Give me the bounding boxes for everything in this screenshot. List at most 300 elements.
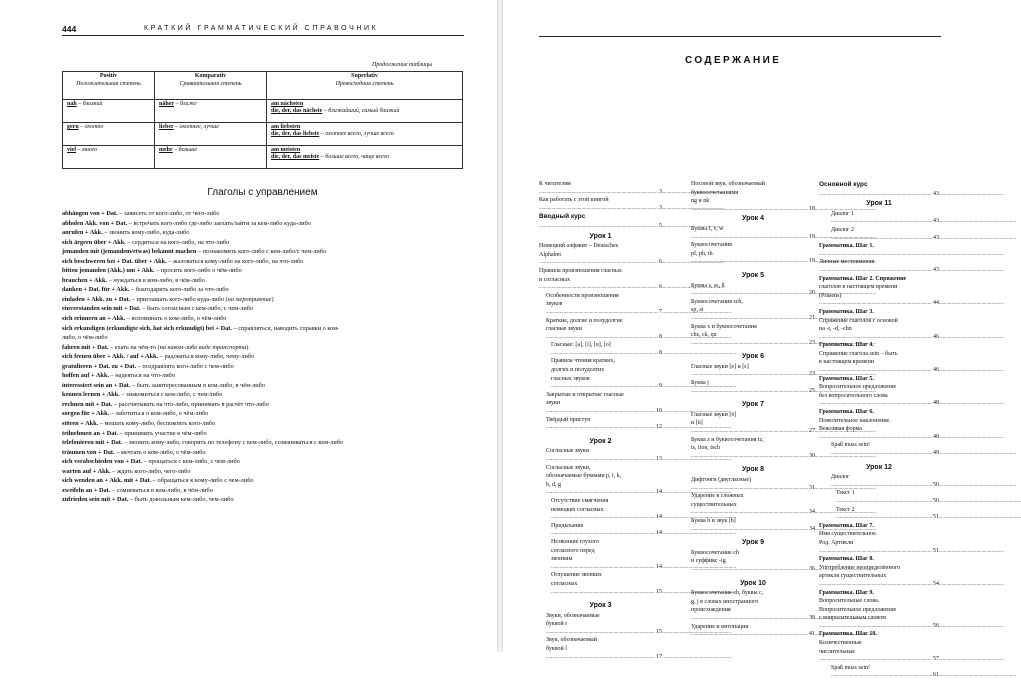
komparativ-cell: näher – ближе: [155, 100, 267, 123]
toc-page-number: 30: [809, 452, 815, 459]
toc-entry-text: долгих и полудолгих: [551, 367, 605, 374]
toc-page-number: 48: [933, 400, 939, 407]
toc-page-number: 43: [933, 218, 939, 225]
verb-entry: anrufen + Akk. – звонить кому-либо, куда-либо: [62, 229, 190, 237]
toc-lesson-heading: Урок 9: [742, 539, 764, 547]
toc-page-number: 15: [656, 588, 662, 595]
toc-entry: [819, 259, 939, 274]
toc-entry-text: Грамматика. Шаг 8.: [819, 556, 874, 563]
toc-page-number: 9: [659, 383, 662, 390]
verb-entry: warten auf + Akk. – ждать кого-либо, чего-либо: [62, 467, 191, 475]
toc-entry-text: буквосочетаниями: [691, 189, 739, 196]
toc-entry-text: Как работать с этой книгой .....: [539, 197, 724, 211]
verb-entry: träumen von + Dat. – мечтать о ком-либо, о чём-либо: [62, 448, 206, 456]
toc-entry: [819, 565, 939, 573]
toc-entry-text: Текст 1 .....: [836, 490, 1021, 504]
toc-entry: [819, 359, 939, 374]
toc-page-number: 43: [933, 190, 939, 197]
toc-page-number: 3: [659, 204, 662, 211]
toc-entry: [691, 558, 815, 573]
toc-page-number: 6: [659, 284, 662, 291]
toc-entry: [819, 540, 939, 555]
page-number: 444: [62, 24, 77, 34]
toc-entry-text: Гласные звуки [ö]: [691, 411, 737, 418]
toc-entry-text: Согласные звуки,: [546, 464, 591, 471]
running-title: КРАТКИЙ ГРАММАТИЧЕСКИЙ СПРАВОЧНИК: [144, 25, 379, 32]
toc-page-number: 51: [933, 514, 939, 521]
toc-entry-text: Буквосочетания: [691, 242, 732, 249]
toc-entry-text: существительных .....: [691, 502, 876, 516]
toc-entry: [691, 550, 815, 558]
toc-entry-text: буквой r .....: [546, 621, 731, 635]
verb-entry: либо, о чём-либо: [62, 334, 108, 342]
toc-entry-text: звонким .....: [551, 556, 736, 570]
toc-page-number: 14: [656, 489, 662, 496]
toc-entry: [691, 380, 815, 395]
toc-entry: [691, 299, 815, 307]
toc-entry-text: немецких согласных .....: [551, 507, 736, 521]
toc-entry: [819, 426, 939, 441]
toc-entry: [539, 548, 662, 556]
toc-entry: [819, 631, 939, 639]
toc-page-number: 19: [809, 233, 815, 240]
toc-entry: [539, 277, 662, 292]
toc-page-number: 43: [933, 266, 939, 273]
verb-entry: sich wenden an + Akk. mit + Dat. – обращаться к кому-либо с чем-либо: [62, 477, 254, 485]
toc-entry: [819, 615, 939, 630]
toc-entry-text: обозначаемые буквами p, t, k,: [546, 473, 622, 480]
toc-entry: [539, 539, 662, 547]
toc-entry-text: Отсутствие смягчения: [551, 497, 609, 504]
toc-entry: [539, 621, 662, 636]
verb-entry: teilnehmen an + Dat. – принимать участие в чём-либо: [62, 429, 207, 437]
toc-entry-text: Буква z и буквосочетания tz,: [691, 436, 764, 443]
toc-entry-text: Личные местоимения .....: [819, 259, 1004, 273]
verb-entry: abhängen von + Dat. – зависеть от кого-либо, от чего-либо: [62, 210, 220, 217]
toc-entry: [691, 242, 815, 250]
verb-entry: bitten jemanden (Akk.) um + Akk. – просить кого-либо о чём-либо: [62, 267, 242, 275]
toc-lesson-heading: Урок 11: [866, 200, 892, 208]
table-continuation-note: Продолжение таблицы: [372, 62, 433, 68]
toc-entry: [539, 318, 662, 326]
toc-entry: [539, 613, 662, 621]
toc-entry-text: Spaß muss sein! .....: [831, 442, 1016, 456]
toc-entry-text: Буквы f, v, w .....: [691, 226, 876, 240]
toc-entry: [691, 590, 815, 598]
toc-entry: [539, 448, 662, 463]
komparativ-cell: lieber – охотнее, лучше: [155, 123, 267, 146]
toc-entry: [819, 384, 939, 392]
toc-page-number: 34: [809, 509, 815, 516]
toc-entry: [691, 283, 815, 298]
toc-entry: [819, 409, 939, 417]
toc-entry-text: Грамматика. Шаг 4.: [819, 342, 874, 349]
toc-lesson-heading: Урок 1: [589, 232, 612, 240]
toc-entry: [539, 581, 662, 596]
toc-entry-text: Alphabet .....: [539, 252, 724, 266]
toc-entry: [819, 507, 939, 522]
verb-entry: hoffen auf + Akk. – надеяться на что-либо: [62, 372, 175, 380]
toc-lesson-heading: Урок 2: [589, 437, 612, 445]
toc-entry-text: Немецкий алфавит – Deutsches: [539, 243, 619, 250]
toc-entry: [539, 417, 662, 432]
verb-entry: brauchen + Akk. – нуждаться в ком-либо, в чём-либо: [62, 276, 205, 284]
toc-entry: [691, 599, 815, 607]
toc-entry-text: Spaß muss sein! .....: [831, 665, 1016, 679]
positiv-cell: nah – близкий: [63, 100, 155, 123]
toc-lesson-heading: Урок 4: [742, 215, 764, 223]
toc-entry-text: Правила произношения гласных: [539, 267, 622, 274]
toc-entry: [819, 393, 939, 408]
toc-entry: [691, 607, 815, 622]
verb-entry: jemanden mit (jemandem/etwas) bekannt machen – познакомить кого-либо с кем-либо/с чем-либо: [62, 248, 327, 256]
toc-entry-text: Буквосочетание ch: [691, 549, 739, 556]
toc-entry-text: Буквосочетания sch,: [691, 298, 743, 305]
toc-entry-text: (Präsens) .....: [819, 293, 1004, 307]
toc-entry-text: без вопросительного слова .....: [819, 393, 1004, 407]
toc-page-number: 41: [809, 631, 815, 638]
toc-section-entry: [819, 181, 939, 198]
verb-entry: sich ärgern über + Akk. – сердиться на кого-либо, на что-либо: [62, 238, 230, 246]
verb-entry: einverstanden sein mit + Dat. – быть согласным с кем-либо, с чем-либо: [62, 305, 254, 313]
toc-entry: [539, 243, 662, 251]
toc-entry: [819, 418, 939, 426]
toc-entry-text: Диалог 2 .....: [831, 227, 1016, 241]
toc-entry: [819, 342, 939, 350]
toc-page-number: 23: [809, 371, 815, 378]
toc-entry: [819, 474, 939, 489]
toc-entry: [691, 324, 815, 332]
toc-entry: [819, 607, 939, 615]
toc-page-number: 14: [656, 530, 662, 537]
toc-entry: [539, 197, 662, 212]
toc-entry-text: chs, ck, qu .....: [691, 332, 876, 346]
toc-entry-text: Повелительное наклонение.: [819, 417, 891, 424]
toc-entry-text: Согласные звуки .....: [546, 448, 731, 462]
toc-entry: [819, 376, 939, 384]
header-komparativ: Komparativ Сравнительная степень: [155, 72, 267, 100]
toc-entry-text: Диалог .....: [831, 474, 1016, 488]
verb-entry: sich verabschieden von + Dat. – прощаться с кем-либо, с чем-либо: [62, 458, 240, 466]
toc-page-number: 46: [933, 367, 939, 374]
toc-entry-text: согласных .....: [551, 581, 736, 595]
toc-entry: [539, 572, 662, 580]
toc-entry-text: Вопросительное предложение: [819, 384, 897, 391]
toc-entry-text: Носовой звук, обозначаемый: [691, 181, 766, 187]
toc-lesson-heading: Урок 3: [589, 602, 612, 610]
toc-page-number: 43: [933, 234, 939, 241]
verb-entry: stören + Akk. – мешать кому-либо, беспокоить кого-либо: [62, 420, 216, 428]
verb-entry: gratulieren + Dat. zu + Dat. – поздравлять кого-либо с чем-либо: [62, 362, 234, 370]
toc-entry-text: Дифтонги (двугласные) .....: [691, 477, 876, 491]
toc-entry-text: Незвонкие глухого: [551, 538, 599, 545]
toc-entry-text: глаголов в настоящем времени: [819, 284, 898, 291]
toc-entry-text: Гласные: [a], [i], [u], [o] .....: [551, 342, 736, 356]
toc-entry-text: Ударение в сложных: [691, 493, 744, 500]
verb-entry: telefonieren mit + Dat. – звонить кому-либо, говорить по телефону с кем-либо, созваниваться с кем-либо: [62, 439, 344, 447]
toc-entry-text: согласного перед: [551, 547, 595, 554]
toc-entry: [819, 649, 939, 664]
toc-entry-text: Имя существительное.: [819, 531, 878, 538]
toc-entry-text: гласных звуков .....: [551, 376, 736, 390]
toc-page-number: 12: [656, 424, 662, 431]
toc-entry-text: Текст 2 .....: [836, 507, 1021, 521]
toc-entry-text: Грамматика. Шаг 10.: [819, 631, 877, 638]
toc-entry-text: Грамматика. Шаг 5.: [819, 375, 874, 382]
toc-entry-text: Грамматика. Шаг 2. Спряжение: [819, 275, 907, 282]
toc-entry-text: Спряжение глаголов с основой: [819, 317, 898, 324]
toc-page-number: 20: [809, 290, 815, 297]
verb-entry: abholen Akk. von + Dat. – встречать кого-либо где-либо заехать/зайти за кем-либо куда-либо: [62, 219, 311, 227]
toc-entry: [691, 251, 815, 266]
toc-entry: [691, 364, 815, 379]
toc-entry-text: Вопросительное предложение: [819, 606, 897, 613]
toc-entry: [539, 507, 662, 522]
komparativ-cell: mehr – больше: [155, 146, 267, 169]
toc-entry: [819, 523, 939, 531]
toc-entry: [691, 445, 815, 460]
toc-entry-text: Спряжение глагола sein – быть: [819, 350, 898, 357]
left-page: [0, 0, 497, 652]
table-row: [63, 100, 463, 123]
toc-entry-text: с вопросительным словом .....: [819, 615, 1004, 629]
header-positiv: Positiv Положительная степень: [63, 72, 155, 100]
toc-entry: [691, 412, 815, 420]
toc-entry: [819, 276, 939, 284]
toc-lesson-heading: Урок 5: [742, 271, 764, 279]
toc-page-number: 50: [933, 497, 939, 504]
toc-entry: [539, 392, 662, 400]
toc-entry-text: Основной курс .....: [819, 181, 1004, 197]
toc-entry: [691, 624, 815, 639]
toc-entry-text: Грамматика. Шаг 6.: [819, 409, 874, 416]
toc-page-number: 57: [933, 656, 939, 663]
toc-entry: [819, 531, 939, 539]
toc-page-number: 8: [659, 333, 662, 340]
toc-page-number: 50: [933, 481, 939, 488]
toc-entry: [691, 198, 815, 213]
section-title: Глаголы с управлением: [207, 187, 318, 198]
toc-entry: [691, 226, 815, 241]
toc-entry: [819, 293, 939, 308]
toc-page-number: 46: [933, 333, 939, 340]
toc-entry-text: Грамматика. Шаг 7.: [819, 522, 874, 529]
toc-entry-text: звуков .....: [546, 301, 731, 315]
toc-entry: [819, 326, 939, 341]
toc-lesson-heading: Урок 12: [866, 463, 892, 471]
verb-entry: zweifeln an + Dat. – сомневаться в ком-либо, в чём-либо: [62, 486, 213, 494]
toc-lesson-heading: Урок 6: [742, 353, 764, 361]
toc-entry: [539, 358, 662, 366]
toc-entry-text: Краткие, долгие и полудолгие: [546, 317, 623, 324]
toc-entry: [819, 351, 939, 359]
toc-page-number: 10: [656, 408, 662, 415]
toc-entry-text: буквой l .....: [546, 646, 731, 660]
toc-page-number: 34: [809, 525, 815, 532]
table-header-row: [63, 72, 463, 100]
toc-entry: [819, 490, 939, 505]
toc-entry-text: ts, tion, tsch .....: [691, 445, 876, 459]
right-page: [503, 0, 1000, 679]
toc-entry: [819, 227, 939, 242]
table-row: [63, 146, 463, 169]
superlativ-cell: am nächsten die, der, das nächste – ближайший, самый близкий: [267, 100, 463, 123]
toc-entry: [539, 400, 662, 415]
toc-entry: [819, 211, 939, 226]
toc-entry: [819, 640, 939, 648]
toc-entry-text: артикля существительных .....: [819, 573, 1004, 587]
toc-column-1: [539, 181, 662, 662]
positiv-cell: gern – охотно: [63, 123, 155, 146]
toc-page-number: 18: [809, 205, 815, 212]
toc-lesson-heading: Урок 8: [742, 466, 764, 474]
superlativ-cell: am meisten die, der, das meiste – больше всего, чаще всего: [267, 146, 463, 169]
toc-lesson-heading: Урок 7: [742, 401, 764, 409]
toc-entry: [539, 465, 662, 473]
toc-entry: [539, 293, 662, 301]
toc-entry-text: sp, st .....: [691, 307, 876, 321]
toc-page-number: 38: [809, 614, 815, 621]
toc-entry: [539, 301, 662, 316]
toc-entry: [691, 307, 815, 322]
toc-entry-text: b, d, g .....: [546, 482, 731, 496]
toc-page-number: 25: [809, 387, 815, 394]
toc-entry-text: Вводный курс .....: [539, 213, 724, 229]
toc-entry: [819, 665, 939, 680]
toc-entry: [539, 181, 662, 196]
toc-entry-text: К читателям .....: [539, 181, 724, 195]
toc-entry: [691, 437, 815, 445]
toc-entry: [691, 493, 815, 501]
toc-entry-text: Вопросительные слова.: [819, 598, 880, 605]
toc-entry-text: Звук, обозначаемый: [546, 637, 597, 644]
toc-entry: [819, 442, 939, 457]
toc-page-number: 48: [933, 433, 939, 440]
toc-entry-text: и [ü] .....: [691, 420, 876, 434]
toc-lesson-heading: Урок 10: [740, 579, 766, 587]
toc-entry: [539, 523, 662, 538]
toc-page-number: 15: [656, 628, 662, 635]
toc-entry-text: Буква j .....: [691, 380, 876, 394]
toc-entry: [539, 482, 662, 497]
verb-entry: sorgen für + Akk. – заботиться о ком-либо, о чём-либо: [62, 410, 209, 418]
verb-entry: sich freuen über + Akk. / auf + Akk. – радоваться кому-либо, чему-либо: [62, 353, 255, 361]
toc-entry-text: звуки .....: [546, 400, 731, 414]
toc-entry-text: Грамматика. Шаг 3.: [819, 308, 874, 315]
toc-entry: [819, 556, 939, 564]
toc-page-number: 17: [656, 653, 662, 660]
toc-entry-text: Гласные звуки [e] и [ɛ] .....: [691, 364, 876, 378]
verb-entry: danken + Dat. für + Akk. – благодарить кого-либо за что-либо: [62, 286, 229, 294]
toc-entry: [691, 181, 815, 189]
toc-entry-text: Звуки, обозначаемые: [546, 612, 600, 619]
toc-page-number: 27: [809, 428, 815, 435]
verb-entry: kennen lernen + Akk. – знакомиться с кем-либо, с чем-либо: [62, 391, 223, 399]
toc-entry: [539, 556, 662, 571]
verb-entry: sich beschweren bei + Dat. über + Akk. – жаловаться кому-либо на кого-либо, на что-либо: [62, 257, 304, 265]
verb-entry: rechnen mit + Dat. – рассчитывать на что-либо, принимать в расчёт что-либо: [62, 400, 269, 408]
toc-entry: [819, 318, 939, 326]
toc-entry-text: Закрытые и открытые гласные: [546, 391, 624, 398]
table-row: [63, 123, 463, 146]
toc-page-number: 23: [809, 339, 815, 346]
toc-page-number: 56: [933, 622, 939, 629]
toc-page-number: 44: [933, 300, 939, 307]
toc-entry: [539, 268, 662, 276]
top-rule: [539, 36, 941, 37]
toc-entry: [539, 646, 662, 661]
toc-page-number: 36: [809, 565, 815, 572]
toc-entry-text: и суффикс -ig .....: [691, 558, 876, 572]
toc-page-number: 7: [659, 308, 662, 315]
toc-page-number: 51: [933, 547, 939, 554]
verb-entry: interessiert sein an + Dat. – быть заинтересованным в ком-либо, в чём-либо: [62, 381, 265, 389]
verb-entry: einladen + Akk. zu + Dat. – приглашать кого-либо куда-либо (на мероприятие): [62, 295, 274, 303]
toc-section-entry: [539, 213, 662, 230]
toc-page-number: 6: [659, 259, 662, 266]
toc-entry-text: pf, ph, th .....: [691, 251, 876, 265]
toc-entry: [819, 590, 939, 598]
toc-page-number: 54: [933, 580, 939, 587]
toc-entry: [691, 477, 815, 492]
toc-entry-text: ng и nk .....: [691, 198, 876, 212]
toc-entry-text: Оглушение звонких: [551, 572, 602, 579]
header-superlativ: Superlativ Превосходная степень: [267, 72, 463, 100]
verb-entry: sich erinnern an + Akk. – вспоминать о ком-либо, о чём-либо: [62, 315, 227, 323]
toc-page-number: 19: [809, 258, 815, 265]
toc-page-number: 31: [809, 484, 815, 491]
verb-list: [62, 209, 464, 505]
toc-entry-text: в настоящем времени .....: [819, 359, 1004, 373]
toc-entry: [539, 498, 662, 506]
toc-entry: [819, 243, 939, 258]
toc-entry-text: Грамматика. Шаг 9.: [819, 589, 874, 596]
superlativ-cell: am liebsten die, der, das liebste – охотнее всего, лучше всего: [267, 123, 463, 146]
toc-entry-text: Буквосочетание ch, буквы c,: [691, 590, 764, 597]
verb-entry: sich erkundigen (erkundigte sich, hat sich erkundigt) bei + Dat. – справляться, наводить справки о ком-: [62, 324, 340, 332]
toc-entry-text: Ударение и интонация .....: [691, 624, 876, 638]
toc-entry-text: Правила чтения кратких,: [551, 358, 615, 365]
toc-entry-text: Вежливая форма .....: [819, 426, 1004, 440]
toc-entry: [539, 637, 662, 645]
toc-entry-text: Особенности произношения: [546, 292, 619, 299]
toc-column-2: [691, 181, 815, 640]
toc-entry: [819, 284, 939, 292]
toc-page-number: 3: [659, 188, 662, 195]
verb-entry: zufrieden sein mit + Dat. – быть довольным кем-либо, чем-либо: [62, 496, 234, 504]
toc-entry: [539, 473, 662, 481]
toc-entry-text: на -t, -d, -chn .....: [819, 326, 1004, 340]
toc-entry-text: Диалог 1 .....: [831, 211, 1016, 225]
toc-page-number: 5: [659, 222, 662, 229]
positiv-cell: viel – много: [63, 146, 155, 169]
toc-page-number: 8: [659, 349, 662, 356]
toc-entry: [539, 252, 662, 267]
toc-entry: [819, 573, 939, 588]
toc-entry-text: числительные .....: [819, 649, 1004, 663]
toc-entry-text: Буквы s, ss, ß .....: [691, 283, 876, 297]
toc-page-number: 61: [933, 672, 939, 679]
comparison-table: [62, 71, 463, 169]
toc-entry-text: Употребление неопределённого: [819, 564, 901, 571]
toc-entry-text: Буква x и буквосочетания: [691, 323, 757, 330]
toc-entry: [691, 190, 815, 198]
toc-page-number: 14: [656, 514, 662, 521]
toc-entry: [691, 518, 815, 533]
toc-entry: [691, 502, 815, 517]
toc-entry-text: Количественные: [819, 640, 862, 647]
toc-entry-text: и согласных .....: [539, 277, 724, 291]
